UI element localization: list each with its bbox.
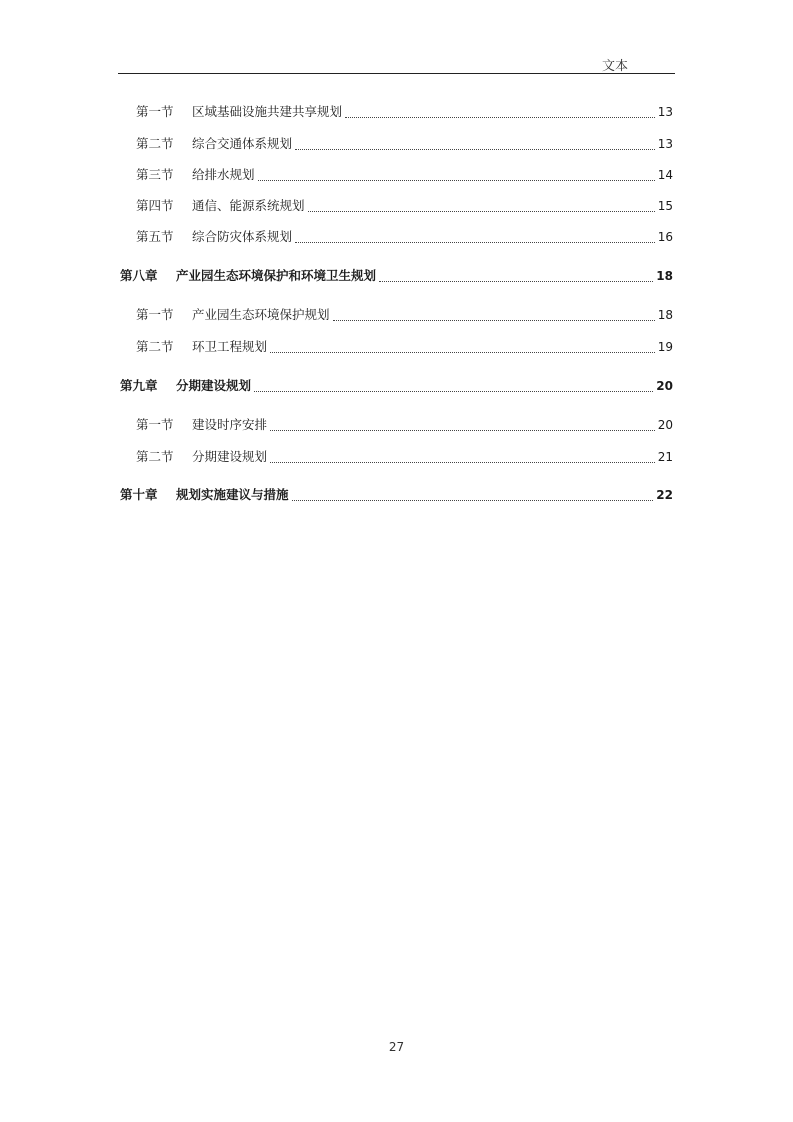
toc-entry-page: 19 xyxy=(657,340,673,354)
toc-entry-title: 产业园生态环境保护和环境卫生规划 xyxy=(176,268,377,283)
toc-entry-page: 20 xyxy=(656,379,673,393)
toc-entry-title: 产业园生态环境保护规划 xyxy=(192,307,330,322)
toc-leader-dots xyxy=(270,348,655,353)
toc-entry-number: 第二节 xyxy=(136,449,174,464)
toc-leader-dots xyxy=(345,113,655,118)
toc-chapter-entry[interactable] xyxy=(120,266,673,286)
toc-entry-title: 区域基础设施共建共享规划 xyxy=(192,104,343,119)
toc-leader-dots xyxy=(270,458,655,463)
toc-entry-title: 综合防灾体系规划 xyxy=(192,229,293,244)
toc-leader-dots xyxy=(333,316,655,321)
toc-entry-number: 第一节 xyxy=(136,417,174,432)
toc-entry-number: 第三节 xyxy=(136,167,174,182)
toc-entry-page: 16 xyxy=(657,230,673,244)
toc-entry[interactable] xyxy=(136,447,673,467)
toc-entry[interactable] xyxy=(136,415,673,435)
toc-entry-title: 分期建设规划 xyxy=(176,378,252,393)
toc-leader-dots xyxy=(295,238,655,243)
toc-entry-number: 第四节 xyxy=(136,198,174,213)
toc-chapter-entry[interactable] xyxy=(120,485,673,505)
toc-entry-title: 分期建设规划 xyxy=(192,449,268,464)
toc-entry-page: 13 xyxy=(657,137,673,151)
toc-leader-dots xyxy=(379,277,653,282)
toc-entry-title: 给排水规划 xyxy=(192,167,255,182)
toc-leader-dots xyxy=(254,387,653,392)
toc-leader-dots xyxy=(308,207,655,212)
toc-entry-title: 规划实施建议与措施 xyxy=(176,487,289,502)
toc-entry[interactable] xyxy=(136,196,673,216)
toc-leader-dots xyxy=(295,145,655,150)
toc-entry[interactable] xyxy=(136,165,673,185)
toc-entry-title: 通信、能源系统规划 xyxy=(192,198,305,213)
toc-entry-title: 环卫工程规划 xyxy=(192,339,268,354)
toc-entry-number: 第八章 xyxy=(120,268,158,283)
toc-entry[interactable] xyxy=(136,305,673,325)
toc-entry[interactable] xyxy=(136,134,673,154)
toc-entry-title: 综合交通体系规划 xyxy=(192,136,293,151)
toc-entry-number: 第九章 xyxy=(120,378,158,393)
toc-entry-page: 18 xyxy=(657,308,673,322)
toc-entry[interactable] xyxy=(136,337,673,357)
toc-entry-number: 第二节 xyxy=(136,136,174,151)
toc-entry-page: 22 xyxy=(656,488,673,502)
toc-entry-page: 13 xyxy=(657,105,673,119)
toc-leader-dots xyxy=(270,426,655,431)
toc-entry-number: 第一节 xyxy=(136,104,174,119)
toc-leader-dots xyxy=(258,176,655,181)
toc-entry[interactable] xyxy=(136,227,673,247)
toc-entry-number: 第十章 xyxy=(120,487,158,502)
toc-entry-number: 第二节 xyxy=(136,339,174,354)
toc-entry[interactable] xyxy=(136,102,673,122)
toc-entry-page: 21 xyxy=(657,450,673,464)
toc-entry-number: 第五节 xyxy=(136,229,174,244)
header-divider xyxy=(118,73,675,74)
toc-entry-page: 18 xyxy=(656,269,673,283)
toc-leader-dots xyxy=(292,496,654,501)
toc-entry-title: 建设时序安排 xyxy=(192,417,268,432)
toc-entry-number: 第一节 xyxy=(136,307,174,322)
page-header-title: 文本 xyxy=(601,59,628,74)
toc-entry-page: 14 xyxy=(657,168,673,182)
toc-entry-page: 15 xyxy=(657,199,673,213)
toc-chapter-entry[interactable] xyxy=(120,376,673,396)
toc-entry-page: 20 xyxy=(657,418,673,432)
page-number: 27 xyxy=(388,1040,405,1054)
